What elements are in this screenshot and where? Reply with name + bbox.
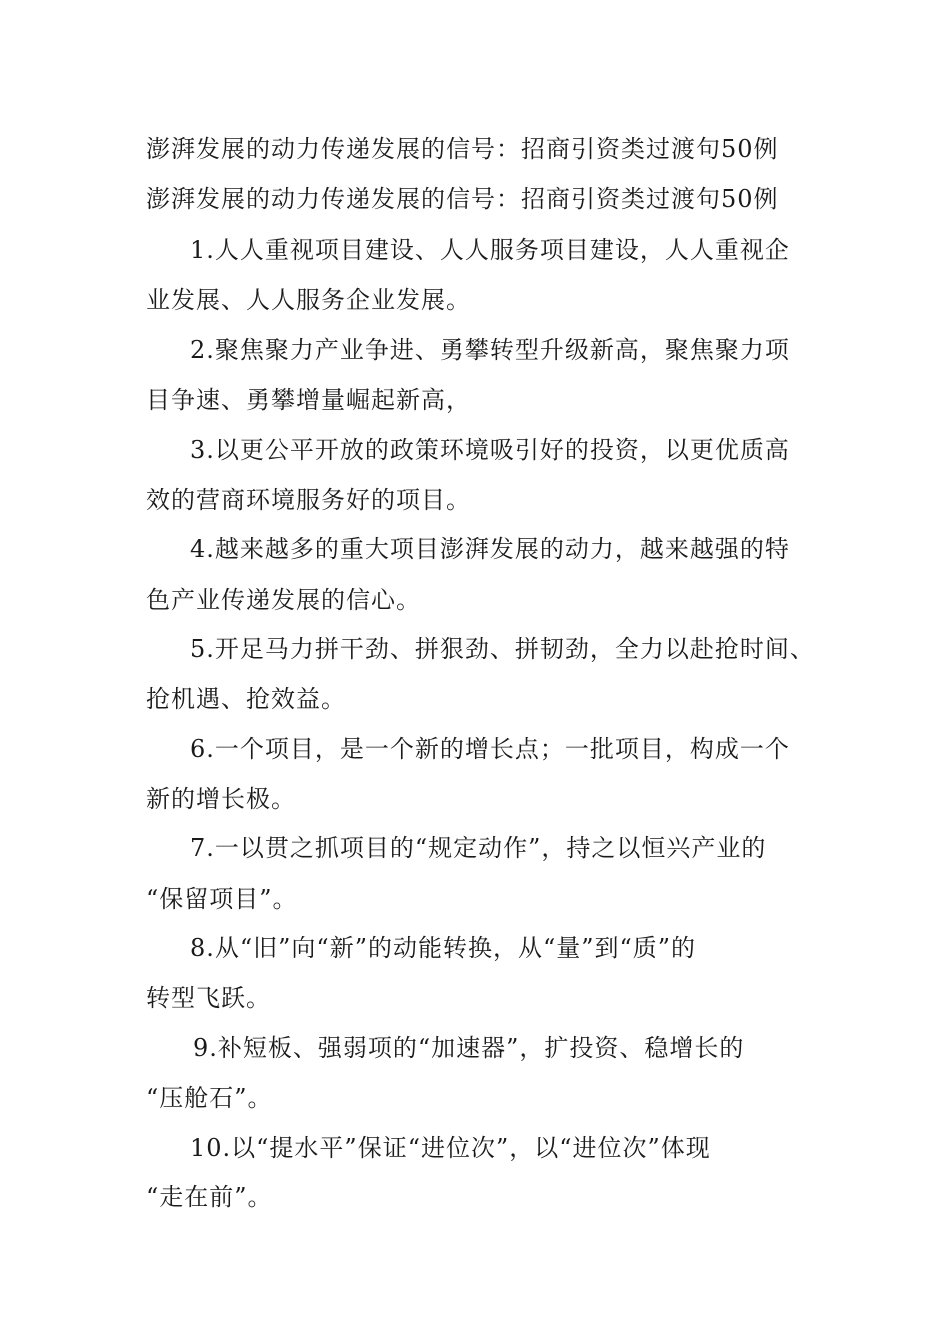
item-4-line-2: 色产业传递发展的信心。 <box>146 586 421 614</box>
item-6-line-2: 新的增长极。 <box>146 785 296 813</box>
item-5-line-2: 抢机遇、抢效益。 <box>146 685 346 713</box>
item-8-line-2: 转型飞跃。 <box>146 984 271 1012</box>
item-8-line-1: 8.从“旧”向“新”的动能转换，从“量”到“质”的 <box>190 934 697 962</box>
item-7-line-1: 7.一以贯之抓项目的“规定动作”，持之以恒兴产业的 <box>190 834 767 862</box>
item-3-line-1: 3.以更公平开放的政策环境吸引好的投资，以更优质高 <box>190 436 790 464</box>
item-6-line-1: 6.一个项目，是一个新的增长点；一批项目，构成一个 <box>190 735 790 763</box>
item-5-line-1: 5.开足马力拼干劲、拼狠劲、拼韧劲，全力以赴抢时间、 <box>190 635 815 663</box>
item-9-line-2: “压舱石”。 <box>146 1084 273 1112</box>
item-7-line-2: “保留项目”。 <box>146 885 298 913</box>
item-4-line-1: 4.越来越多的重大项目澎湃发展的动力，越来越强的特 <box>190 535 790 563</box>
item-10-line-1: 10.以“提水平”保证“进位次”，以“进位次”体现 <box>190 1134 711 1162</box>
item-3-line-2: 效的营商环境服务好的项目。 <box>146 486 471 514</box>
item-10-line-2: “走在前”。 <box>146 1183 273 1211</box>
item-1-line-1: 1.人人重视项目建设、人人服务项目建设，人人重视企 <box>190 236 790 264</box>
item-9-line-1: 9.补短板、强弱项的“加速器”，扩投资、稳增长的 <box>193 1034 745 1062</box>
item-2-line-1: 2.聚焦聚力产业争进、勇攀转型升级新高，聚焦聚力项 <box>190 336 790 364</box>
document-title-line-1: 澎湃发展的动力传递发展的信号：招商引资类过渡句50例 <box>146 135 779 163</box>
item-1-line-2: 业发展、人人服务企业发展。 <box>146 286 471 314</box>
document-title-line-2: 澎湃发展的动力传递发展的信号：招商引资类过渡句50例 <box>146 185 779 213</box>
item-2-line-2: 目争速、勇攀增量崛起新高， <box>146 386 471 414</box>
